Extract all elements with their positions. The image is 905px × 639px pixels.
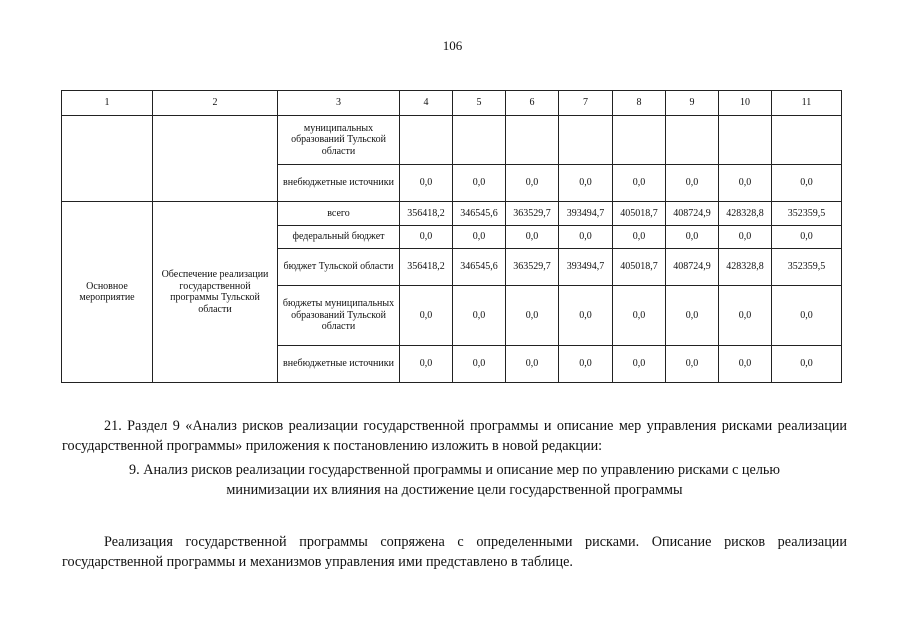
value-cell: 0,0 xyxy=(559,226,613,249)
value-cell xyxy=(772,116,842,165)
row-label: внебюджетные источники xyxy=(278,165,400,202)
section-heading-line: 9. Анализ рисков реализации государственной программы и описание мер по управлению рисками с целью xyxy=(129,462,780,478)
value-cell: 346545,6 xyxy=(453,249,506,286)
value-cell: 352359,5 xyxy=(772,249,842,286)
value-cell: 0,0 xyxy=(772,286,842,346)
value-cell: 0,0 xyxy=(506,226,559,249)
header-cell: 10 xyxy=(719,91,772,116)
value-cell: 0,0 xyxy=(613,226,666,249)
header-cell: 7 xyxy=(559,91,613,116)
value-cell: 0,0 xyxy=(559,165,613,202)
value-cell: 393494,7 xyxy=(559,202,613,226)
value-cell: 0,0 xyxy=(506,286,559,346)
value-cell: 0,0 xyxy=(666,165,719,202)
value-cell: 0,0 xyxy=(453,165,506,202)
table-row xyxy=(62,202,842,226)
value-cell xyxy=(559,116,613,165)
value-cell: 428328,8 xyxy=(719,202,772,226)
value-cell xyxy=(506,116,559,165)
page-number: 106 xyxy=(442,38,463,53)
value-cell: 408724,9 xyxy=(666,202,719,226)
value-cell xyxy=(719,116,772,165)
value-cell: 363529,7 xyxy=(506,249,559,286)
paragraph-21: 21. Раздел 9 «Анализ рисков реализации государственной программы и описание мер управления рисками реализации государственной программы» приложения к постановлению изложить в новой редакции: xyxy=(62,418,847,455)
section-heading-line: минимизации их влияния на достижение цели государственной программы xyxy=(226,482,683,498)
value-cell: 0,0 xyxy=(559,346,613,383)
value-cell: 0,0 xyxy=(400,165,453,202)
value-cell: 428328,8 xyxy=(719,249,772,286)
value-cell: 0,0 xyxy=(666,226,719,249)
value-cell: 0,0 xyxy=(453,346,506,383)
row-label: всего xyxy=(278,202,400,226)
value-cell: 356418,2 xyxy=(400,202,453,226)
value-cell: 0,0 xyxy=(772,165,842,202)
value-cell: 0,0 xyxy=(772,226,842,249)
row-label: бюджеты муниципальных образований Тульской области xyxy=(278,286,400,346)
body-paragraph: Реализация государственной программы сопряжена с определенными рисками. Описание рисков реализации государственной программы и механизмов управления ими представлено в таблице. xyxy=(62,534,847,571)
value-cell: 363529,7 xyxy=(506,202,559,226)
header-cell: 2 xyxy=(153,91,278,116)
header-cell: 9 xyxy=(666,91,719,116)
value-cell: 0,0 xyxy=(613,165,666,202)
value-cell: 0,0 xyxy=(719,286,772,346)
value-cell: 0,0 xyxy=(400,226,453,249)
value-cell: 0,0 xyxy=(506,165,559,202)
value-cell: 0,0 xyxy=(506,346,559,383)
value-cell: 0,0 xyxy=(400,286,453,346)
section-heading xyxy=(62,460,847,500)
value-cell: 0,0 xyxy=(453,286,506,346)
empty-cell xyxy=(62,116,153,202)
value-cell: 393494,7 xyxy=(559,249,613,286)
value-cell xyxy=(453,116,506,165)
value-cell: 0,0 xyxy=(400,346,453,383)
value-cell: 356418,2 xyxy=(400,249,453,286)
value-cell: 0,0 xyxy=(666,286,719,346)
header-cell: 3 xyxy=(278,91,400,116)
value-cell: 0,0 xyxy=(666,346,719,383)
value-cell: 0,0 xyxy=(613,286,666,346)
row-label: федеральный бюджет xyxy=(278,226,400,249)
value-cell: 346545,6 xyxy=(453,202,506,226)
table-row xyxy=(62,116,842,165)
value-cell: 0,0 xyxy=(719,346,772,383)
value-cell xyxy=(400,116,453,165)
event-name-cell: Обеспечение реализации государственной программы Тульской области xyxy=(153,202,278,383)
header-cell: 6 xyxy=(506,91,559,116)
header-cell: 8 xyxy=(613,91,666,116)
budget-table xyxy=(61,90,842,383)
value-cell xyxy=(613,116,666,165)
row-label: внебюджетные источники xyxy=(278,346,400,383)
value-cell: 0,0 xyxy=(559,286,613,346)
value-cell: 405018,7 xyxy=(613,249,666,286)
row-label: бюджет Тульской области xyxy=(278,249,400,286)
event-type-cell: Основное мероприятие xyxy=(62,202,153,383)
header-cell: 5 xyxy=(453,91,506,116)
value-cell: 0,0 xyxy=(453,226,506,249)
value-cell: 0,0 xyxy=(719,165,772,202)
value-cell: 0,0 xyxy=(719,226,772,249)
value-cell: 405018,7 xyxy=(613,202,666,226)
table-header-row xyxy=(62,91,842,116)
header-cell: 1 xyxy=(62,91,153,116)
value-cell: 0,0 xyxy=(613,346,666,383)
value-cell: 0,0 xyxy=(772,346,842,383)
header-cell: 11 xyxy=(772,91,842,116)
value-cell: 408724,9 xyxy=(666,249,719,286)
value-cell xyxy=(666,116,719,165)
empty-cell xyxy=(153,116,278,202)
header-cell: 4 xyxy=(400,91,453,116)
value-cell: 352359,5 xyxy=(772,202,842,226)
row-label: муниципальных образований Тульской области xyxy=(278,116,400,165)
